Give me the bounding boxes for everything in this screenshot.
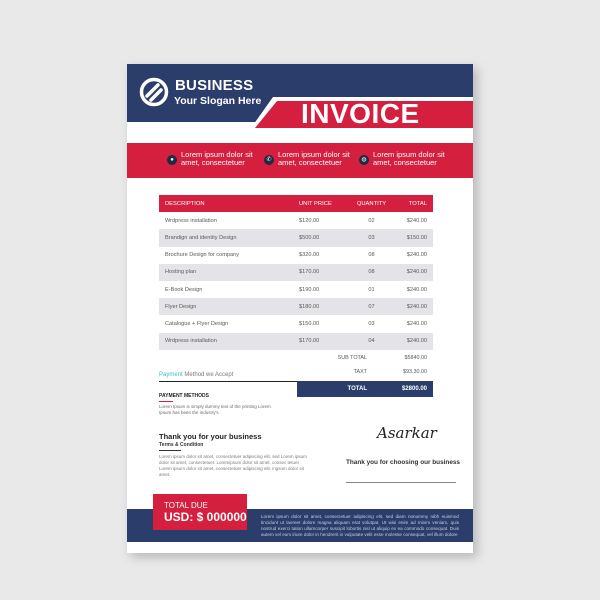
total-due-box [153, 494, 247, 530]
table-row [159, 281, 433, 298]
subtotal-label: SUB TOTAL [337, 355, 367, 361]
table-row [159, 247, 433, 264]
payment-methods-title: PAYMENT METHODS [159, 393, 210, 399]
signature: Asarkar [377, 424, 437, 442]
cell-total: $240.00 [406, 320, 427, 327]
divider [159, 381, 297, 382]
cell-quantity: 04 [368, 338, 375, 345]
contact-line1: Lorem ipsum dolor sit [181, 150, 253, 159]
globe-icon: ◍ [359, 155, 369, 165]
subtotal-row [297, 355, 433, 361]
terms-label: Terms & Condition [159, 442, 204, 448]
tax-row [297, 369, 433, 375]
cell-total: $240.00 [406, 269, 427, 276]
table-row [159, 315, 433, 332]
contact-line1: Lorem ipsum dolor sit [373, 150, 445, 159]
cell-quantity: 08 [368, 269, 375, 276]
total-value: $2800.00 [401, 386, 427, 392]
contact-line2: amet, consectetuer [181, 158, 245, 167]
signature-caption: Thank you for choosing our business [346, 459, 460, 466]
subtotal-value: $5840.00 [404, 355, 427, 361]
table-header [159, 195, 433, 212]
payment-accent: Payment [159, 372, 183, 378]
cell-description: Catalogue + Flyer Design [165, 320, 229, 327]
signature-line [346, 482, 456, 483]
brand-slogan: Your Slogan Here [174, 95, 262, 107]
table-row [159, 229, 433, 246]
payment-accept-heading [159, 372, 233, 378]
brand-name: BUSINESS [175, 77, 254, 94]
cell-quantity: 02 [368, 217, 375, 224]
contact-address [167, 151, 261, 167]
cell-total: $240.00 [406, 303, 427, 310]
cell-quantity: 08 [368, 252, 375, 259]
invoice-table [159, 195, 433, 350]
tax-label: TAXT [353, 369, 367, 375]
cell-unit-price: $190.00 [299, 286, 320, 293]
cell-unit-price: $500.00 [299, 234, 320, 241]
cell-description: E-Book Design [165, 286, 203, 293]
title-underline [159, 401, 173, 402]
cell-unit-price: $180.00 [299, 303, 320, 310]
cell-quantity: 07 [368, 303, 375, 310]
logo-icon [139, 77, 169, 107]
cell-description: Brandign and identity Design [165, 234, 237, 241]
cell-unit-price: $170.00 [299, 269, 320, 276]
thanks-title: Thank you for your business [159, 432, 262, 441]
cell-description: Wrdpress installation [165, 338, 217, 345]
invoice-title: INVOICE [301, 98, 420, 129]
payment-accept-rest: Method we Accept [182, 372, 234, 378]
cell-total: $240.00 [406, 338, 427, 345]
cell-description: Hosting plan [165, 269, 197, 276]
cell-total: $150.00 [406, 234, 427, 241]
table-row [159, 212, 433, 229]
terms-text: Lorem ipsum dolor sit amet, consectetuer adipiscing elit, sed Lorem ipsum dolor sit amet, consectetuer. Loremipsum dolor sit amet, consec tetuer Lorem ipsum dolor sit amet, consectetuer adipiscing elit, ingsum dolor sit amet. [159, 454, 307, 477]
cell-unit-price: $150.00 [299, 320, 320, 327]
contact-line2: amet, consectetuer [373, 158, 437, 167]
cell-description: Brochure Design for company [165, 252, 239, 259]
contact-line1: Lorem ipsum dolor sit [278, 150, 350, 159]
cell-unit-price: $170.00 [299, 338, 320, 345]
payment-methods-text: Lorem Ipsum is simply dummy text of the printing Lorem Ipsum has been the industry's [159, 404, 271, 415]
terms-underline [159, 450, 181, 451]
cell-total: $240.00 [406, 217, 427, 224]
footer-text: Lorem ipsum dolor sit amet, consectetuer adipiscing elit, sed diam nonummy nibh euismod tincidunt ut laoreet dolore magna aliquam erat volutpat. Ut wisi enim ad minim veniam, quis nostrud exerci tation ullamcorper suscipit lobortis nisl ut aliquip ex ea commodo consequat. Duis autem vel eum iriure dolor in hendrerit in vulputate velit esse molestie consequat, vel illum dolore [261, 514, 459, 537]
header-quantity: QUANTITY [356, 200, 387, 207]
phone-icon: ✆ [264, 155, 274, 165]
header-description: DESCRIPTION [165, 200, 205, 207]
header-total: TOTAL [408, 200, 427, 207]
contact-phone [264, 151, 358, 167]
header-unit-price: UNIT PRICE [299, 200, 332, 207]
invoice-page [127, 64, 473, 553]
total-due-label: TOTAL DUE [164, 501, 208, 510]
total-row [297, 381, 433, 397]
cell-quantity: 03 [368, 234, 375, 241]
location-pin-icon: ● [167, 155, 177, 165]
cell-description: Wrdpress installation [165, 217, 217, 224]
contact-line2: amet, consectetuer [278, 158, 342, 167]
cell-total: $240.00 [406, 286, 427, 293]
cell-total: $240.00 [406, 252, 427, 259]
cell-quantity: 03 [368, 320, 375, 327]
contact-band [127, 143, 473, 178]
tax-value: $93.30.00 [403, 369, 427, 375]
cell-description: Flyer Design [165, 303, 197, 310]
table-row [159, 298, 433, 315]
table-row [159, 264, 433, 281]
cell-unit-price: $120.00 [299, 217, 320, 224]
total-label: TOTAL [347, 386, 367, 392]
contact-web [359, 151, 453, 167]
cell-quantity: 01 [368, 286, 375, 293]
cell-unit-price: $320.00 [299, 252, 320, 259]
table-row [159, 333, 433, 350]
total-due-amount: USD: $ 000000 [164, 510, 247, 524]
